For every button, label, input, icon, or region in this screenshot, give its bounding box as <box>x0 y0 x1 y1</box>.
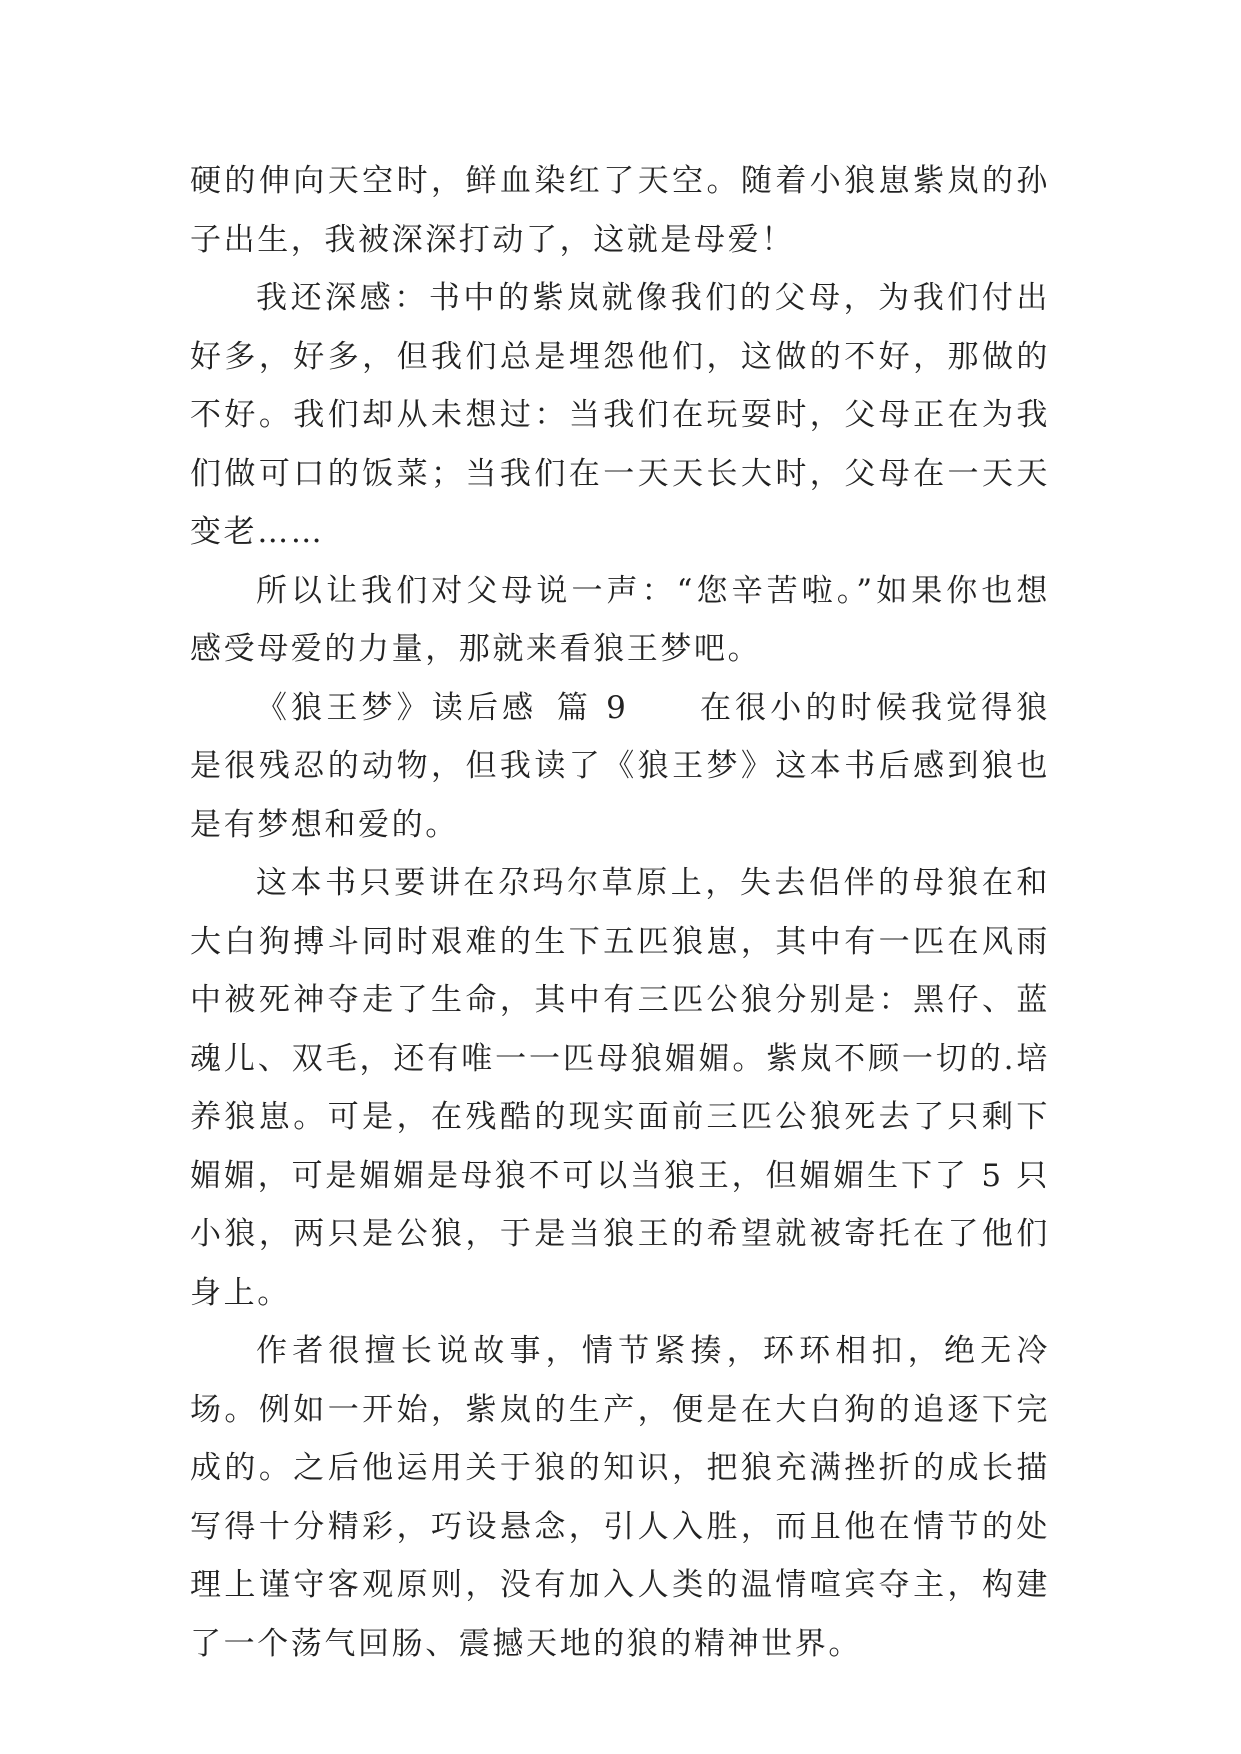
paragraph-1: 硬的伸向天空时，鲜血染红了天空。随着小狼崽紫岚的孙子出生，我被深深打动了，这就是母爱！ <box>190 163 1050 258</box>
section-number: 篇 9 <box>555 689 629 726</box>
section-number-spacer <box>537 690 555 726</box>
section-title: 《狼王梦》读后感 <box>256 689 538 726</box>
section-intro-text: 在很小的时候我觉得狼是很残忍的动物，但我读了《狼王梦》这本书后感到狼也是有梦想和爱的。 <box>190 689 1050 843</box>
section-heading-paragraph <box>190 679 1050 855</box>
paragraph-5: 这本书只要讲在尕玛尔草原上，失去侣伴的母狼在和大白狗搏斗同时艰难的生下五匹狼崽，其中有一匹在风雨中被死神夺走了生命，其中有三匹公狼分别是：黑仔、蓝魂儿、双毛，还有唯一一匹母狼媚媚。紫岚不顾一切的.培养狼崽。可是，在残酷的现实面前三匹公狼死去了只剩下媚媚，可是媚媚是母狼不可以当狼王，但媚媚生下了 5 只小狼，两只是公狼，于是当狼王的希望就被寄托在了他们身上。 <box>190 865 1050 1311</box>
document-body <box>190 152 1050 1673</box>
paragraph-2: 我还深感：书中的紫岚就像我们的父母，为我们付出好多，好多，但我们总是埋怨他们，这做的不好，那做的不好。我们却从未想过：当我们在玩耍时，父母正在为我们做可口的饭菜；当我们在一天天长大时，父母在一天天变老…… <box>190 280 1050 550</box>
paragraph-6: 作者很擅长说故事，情节紧揍，环环相扣，绝无冷场。例如一开始，紫岚的生产，便是在大白狗的追逐下完成的。之后他运用关于狼的知识，把狼充满挫折的成长描写得十分精彩，巧设悬念，引人入胜，而且他在情节的处理上谨守客观原则，没有加入人类的温情喧宾夺主，构建了一个荡气回肠、震撼天地的狼的精神世界。 <box>190 1333 1050 1662</box>
paragraph-3: 所以让我们对父母说一声：“您辛苦啦。”如果你也想感受母爱的力量，那就来看狼王梦吧。 <box>190 572 1050 667</box>
